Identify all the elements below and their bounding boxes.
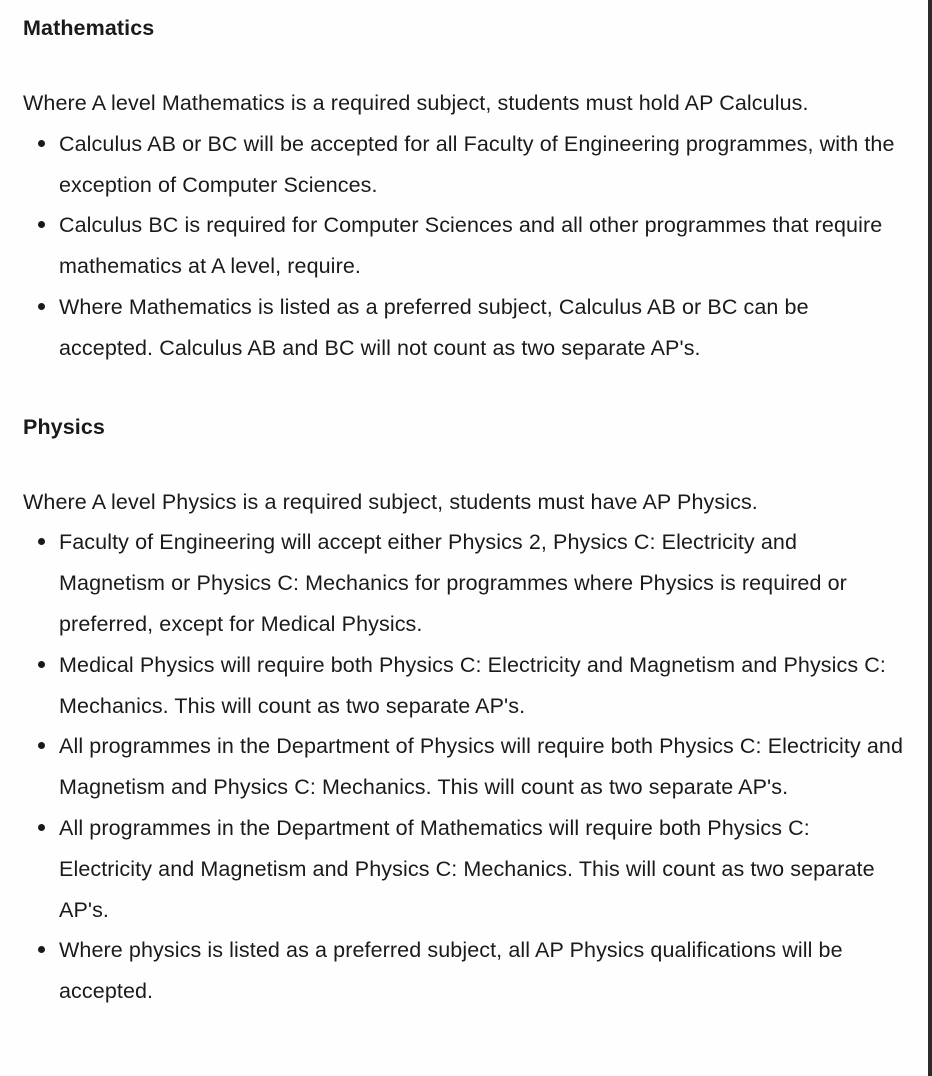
bullet-list-physics — [23, 522, 907, 1012]
section-physics — [23, 407, 907, 1012]
list-item — [59, 808, 907, 930]
list-item — [59, 930, 907, 1012]
bullet-icon — [38, 303, 45, 310]
document-content — [23, 8, 907, 1012]
list-item — [59, 522, 907, 644]
bullet-icon — [38, 221, 45, 228]
list-item-text: Where physics is listed as a preferred subject, all AP Physics qualifications will be accepted. — [59, 938, 843, 1004]
bullet-list-mathematics — [23, 124, 907, 369]
list-item-text: Medical Physics will require both Physics C: Electricity and Magnetism and Physics C: Mechanics. This will count as two separate AP's. — [59, 652, 886, 718]
list-item — [59, 726, 907, 808]
bullet-icon — [38, 946, 45, 953]
list-item-text: All programmes in the Department of Mathematics will require both Physics C: Electricity and Magnetism and Physics C: Mechanics. This will count as two separate AP's. — [59, 815, 875, 922]
right-edge-divider — [928, 0, 932, 1076]
list-item-text: All programmes in the Department of Physics will require both Physics C: Electricity and Magnetism and Physics C: Mechanics. This will count as two separate AP's. — [59, 734, 904, 800]
bullet-icon — [38, 824, 45, 831]
list-item — [59, 205, 907, 287]
list-item-text: Calculus AB or BC will be accepted for all Faculty of Engineering programmes, with the exception of Computer Sciences. — [59, 131, 895, 197]
list-item — [59, 645, 907, 727]
list-item-text: Where Mathematics is listed as a preferred subject, Calculus AB or BC can be accepted. Calculus AB and BC will not count as two separate AP's. — [59, 294, 809, 360]
list-item — [59, 124, 907, 206]
bullet-icon — [38, 140, 45, 147]
bullet-icon — [38, 742, 45, 749]
section-intro-physics: Where A level Physics is a required subject, students must have AP Physics. — [23, 489, 758, 514]
list-item — [59, 287, 907, 369]
section-heading-physics: Physics — [23, 414, 105, 439]
section-intro-mathematics: Where A level Mathematics is a required subject, students must hold AP Calculus. — [23, 91, 809, 115]
bullet-icon — [38, 661, 45, 668]
bullet-icon — [38, 538, 45, 545]
section-mathematics — [23, 8, 907, 369]
list-item-text: Faculty of Engineering will accept either Physics 2, Physics C: Electricity and Magnetism or Physics C: Mechanics for programmes where Physics is required or preferred, except for Medical Physics. — [59, 530, 847, 636]
section-heading-mathematics: Mathematics — [23, 16, 155, 40]
list-item-text: Calculus BC is required for Computer Sciences and all other programmes that require mathematics at A level, require. — [59, 213, 883, 279]
